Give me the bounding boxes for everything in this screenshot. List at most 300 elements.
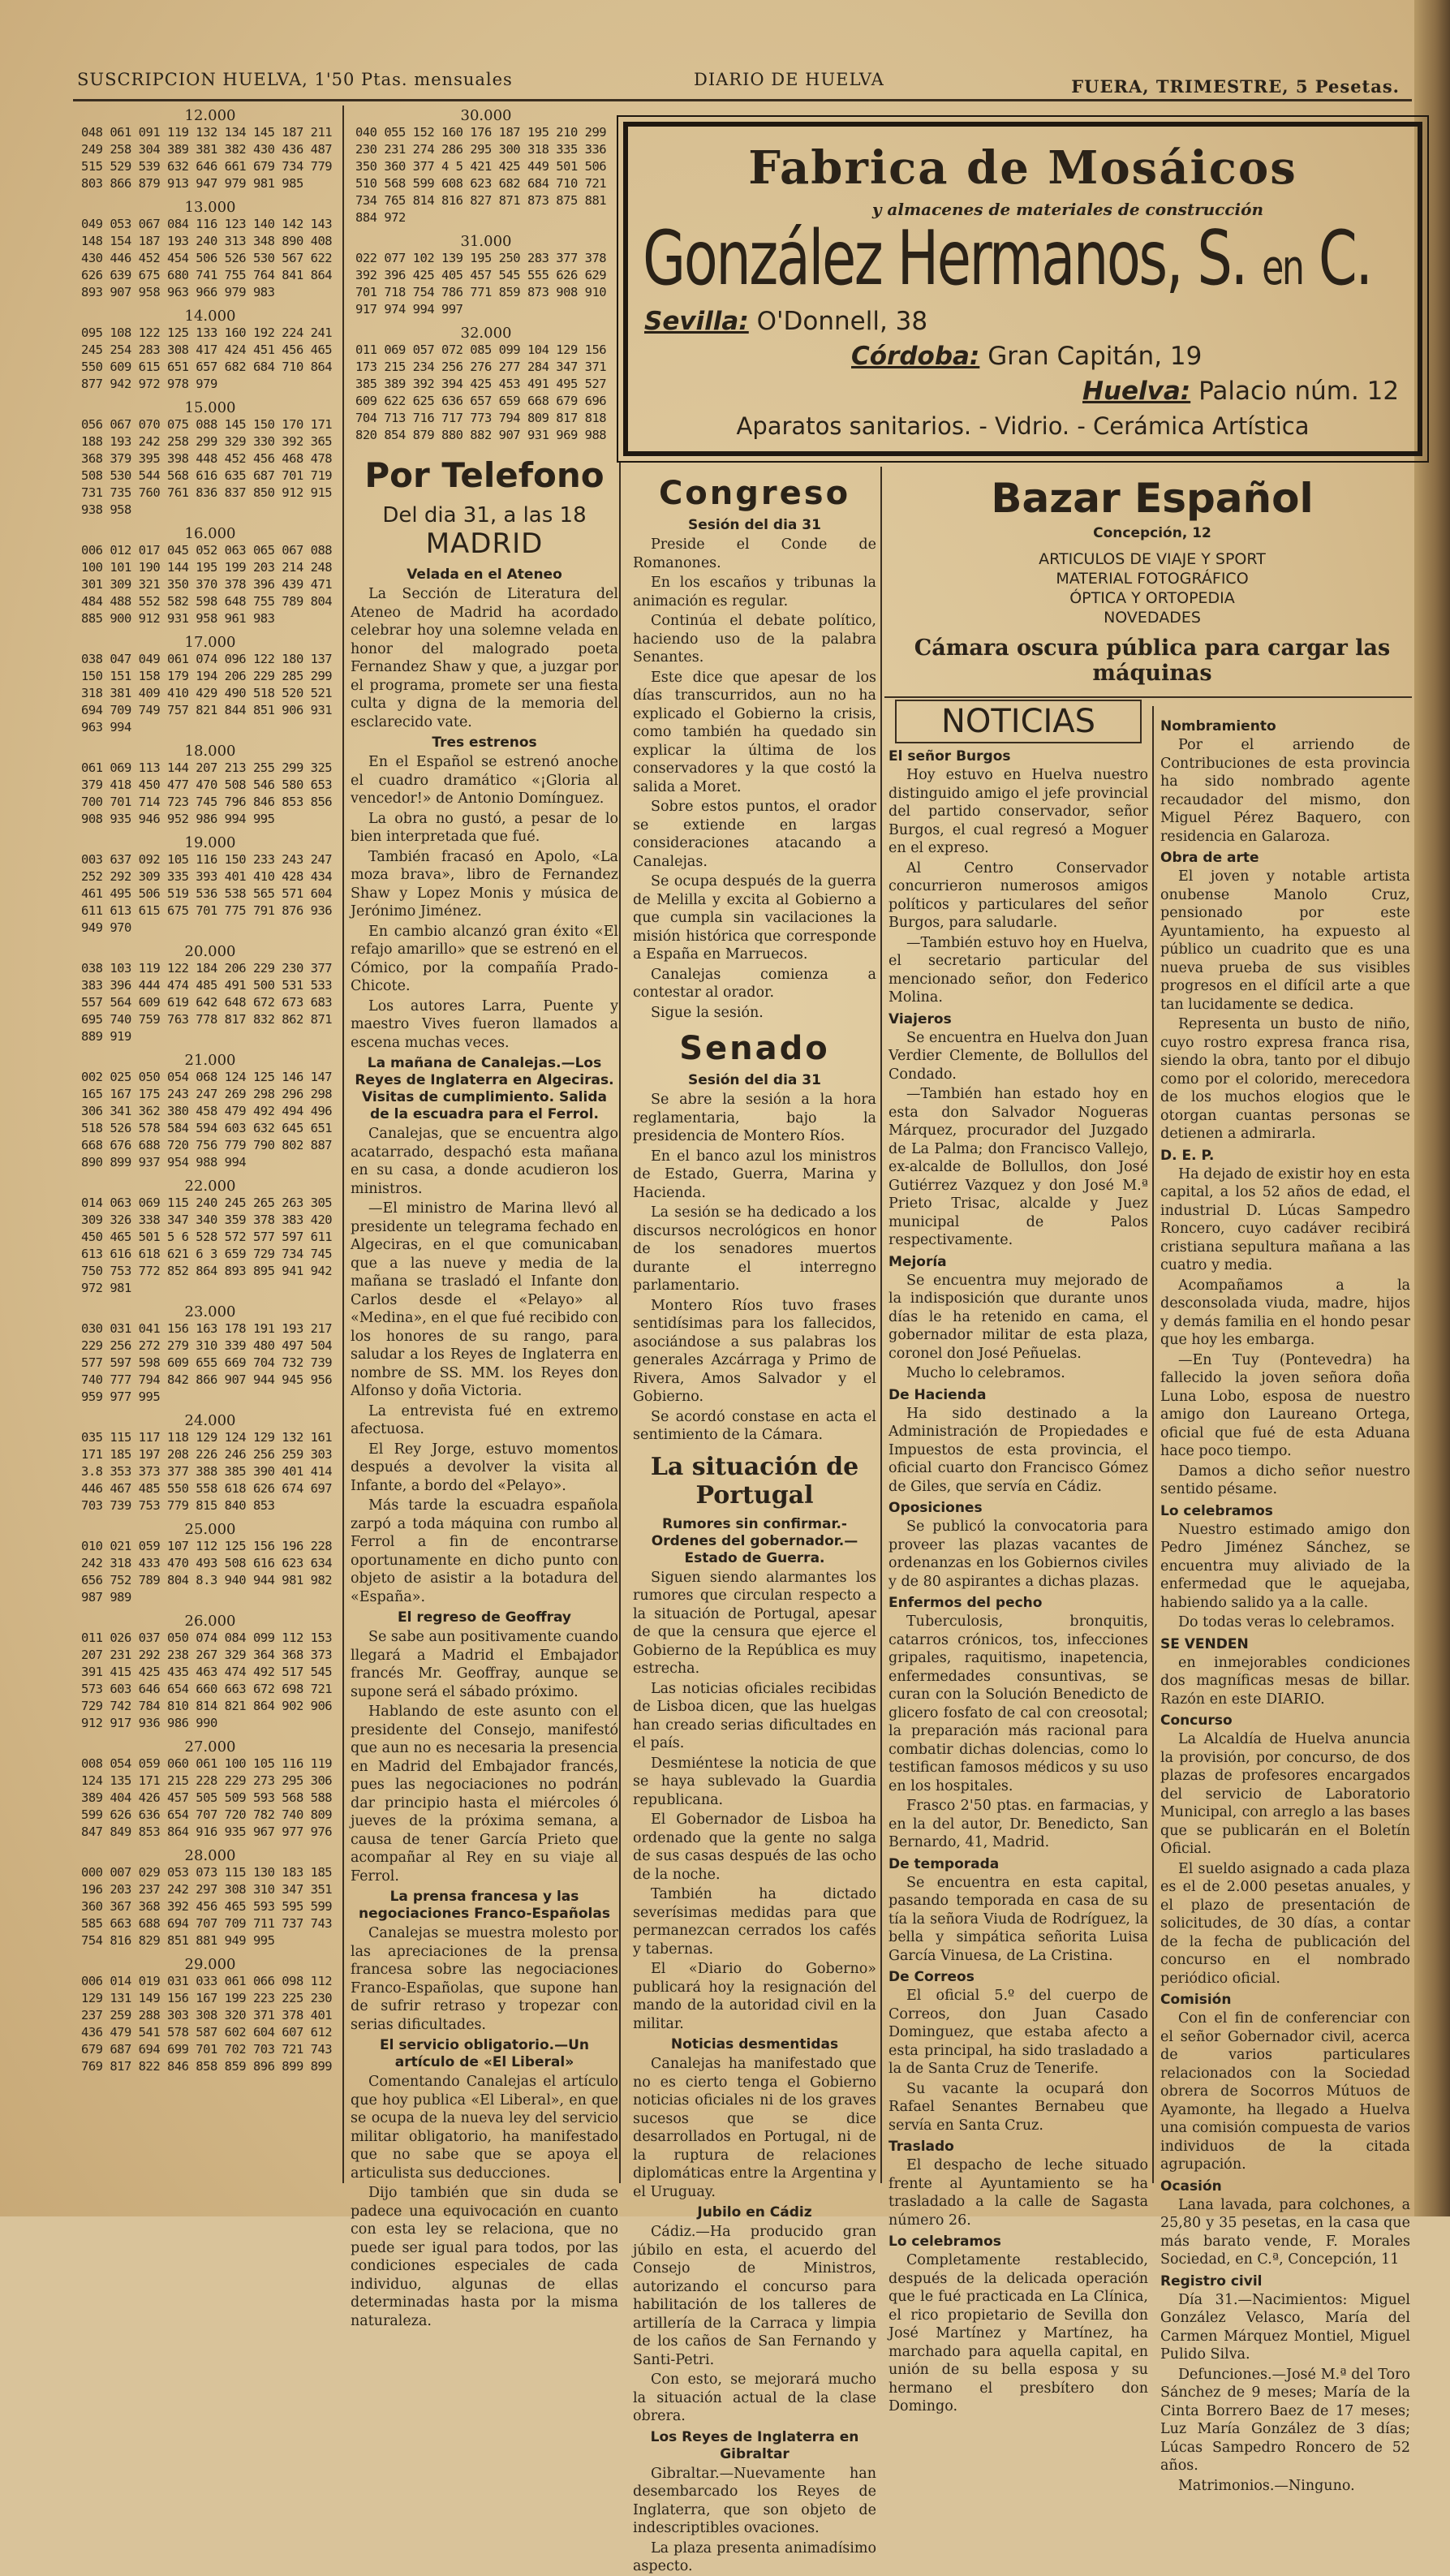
article-heading: De Correos (889, 1969, 975, 1985)
lottery-numbers (81, 542, 339, 627)
article-paragraph: El joven y notable artista onubense Manolo Cruz, pensionado por este Ayuntamiento, ha expuesto al público un cuadrito que es una nueva prueba de sus visibles progresos en el difícil arte a que tan lucidamente se dedica. (1160, 868, 1410, 1013)
column-rule (619, 463, 621, 2183)
lottery-numbers-line: 938 958 (81, 502, 131, 517)
lottery-numbers-line: 769 817 822 846 858 859 896 899 899 (81, 2059, 333, 2074)
lottery-block-heading: 29.000 (184, 1956, 236, 1973)
lottery-numbers-line: 611 613 615 675 701 775 791 876 936 (81, 903, 333, 918)
article-paragraph: El Gobernador de Lisboa ha ordenado que la gente no salga de sus casas después de las ocho de la noche. (633, 1811, 876, 1883)
article-heading: Nombramiento (1160, 718, 1276, 734)
lottery-numbers-line: 557 564 609 619 642 648 672 673 683 (81, 995, 333, 1010)
lottery-block (81, 107, 339, 192)
bazar-lines (889, 549, 1416, 627)
lottery-numbers-line: 000 007 029 053 073 115 130 183 185 (81, 1865, 333, 1880)
ad-addr-cordoba: Gran Capitán, 19 (987, 342, 1203, 371)
lottery-numbers-line: 959 977 995 (81, 1389, 161, 1404)
lottery-numbers-line: 908 935 946 952 986 994 995 (81, 812, 275, 826)
lottery-numbers-line: 391 415 425 435 463 474 492 517 545 (81, 1665, 333, 1679)
section-rule (884, 696, 1412, 698)
lottery-numbers-line: 006 014 019 031 033 061 066 098 112 (81, 1974, 333, 1988)
telegraph-date: Del dia 31, a las 18 (382, 503, 587, 528)
article-paragraph: Ha dejado de existir hoy en esta capital, a los 52 años de edad, el industrial D. Lúcas Sampedro Roncero, cuyo cadáver recibirá cristiana sepultura mañana a las cuatro y media. (1160, 1165, 1410, 1273)
lottery-numbers-line: 038 103 119 122 184 206 229 230 377 (81, 961, 333, 976)
lottery-numbers-line: 011 069 057 072 085 099 104 129 156 (355, 342, 607, 357)
lottery-numbers-line: 599 626 636 654 707 720 782 740 809 (81, 1807, 333, 1822)
article-heading: El señor Burgos (889, 748, 1011, 765)
article-heading: Lo celebramos (889, 2234, 1001, 2250)
lottery-block (81, 834, 339, 937)
lottery-block (81, 1956, 339, 2075)
telegraph-title: Por Telefono (364, 455, 605, 495)
lottery-numbers (355, 124, 617, 226)
lottery-numbers (81, 325, 339, 393)
article-heading: Viajeros (889, 1010, 952, 1027)
article-heading: De temporada (889, 1855, 1000, 1872)
article-paragraph: Por el arriendo de Contribuciones de esta provincia ha sido nombrado agente recaudador del mismo, don Miguel Pérez Baquero, con residencia en Galaroza. (1160, 737, 1410, 845)
lottery-numbers-line: 010 021 059 107 112 125 156 196 228 (81, 1539, 333, 1553)
congreso-session: Sesión del dia 31 (688, 517, 821, 533)
lottery-numbers-line: 754 816 829 851 881 949 995 (81, 1933, 275, 1948)
senado-title: Senado (679, 1030, 830, 1067)
lottery-numbers-line: 242 318 433 470 493 508 616 623 634 (81, 1556, 333, 1570)
lottery-numbers-line: 972 981 (81, 1281, 131, 1295)
article-paragraph: Este dice que apesar de los días transcurridos, aun no ha explicado el Gobierno la crisis, como también ha quedado sin explicar la última de los conservadores y la que costó la salida a Moret. (633, 669, 876, 795)
lottery-numbers-line: 508 530 544 568 616 635 687 701 719 (81, 468, 333, 483)
lottery-numbers-line: 609 622 625 636 657 659 668 679 696 (355, 394, 607, 408)
article-paragraph: La Sección de Literatura del Ateneo de Madrid ha acordado celebrar hoy una solemne velada en honor del malogrado poeta Fernandez Shaw y que, a juzgar por el programa, promete ser una fiesta culta y digna de la memoria del esclarecido vate. (351, 586, 618, 730)
ad-city-cordoba: Córdoba: (851, 342, 980, 371)
article-paragraph: Con el fin de conferenciar con el señor Gobernador civil, acerca de varios particulares relacionados con la Sociedad obrera de Socorros Mútuos de Ayamonte, ha llegado a Huelva una comisión compuesta de varios individuos de la citada agrupación. (1160, 2010, 1410, 2173)
article-paragraph: Damos a dicho señor nuestro sentido pésame. (1160, 1462, 1410, 1497)
bazar-line: ARTICULOS DE VIAJE Y SPORT (1039, 550, 1266, 568)
column-rule (1152, 706, 1154, 2183)
article-paragraph: Su vacante la ocupará don Rafael Senantes Bernabeu que servía en Santa Cruz. (889, 2080, 1148, 2134)
portugal-title: La situación de Portugal (650, 1452, 859, 1510)
article-paragraph: Defunciones.—José M.ª del Toro Sánchez de 9 meses; María de la Cinta Borrero Baez de 17 meses; Luz María González de 3 días; Lúcas Sampedro Roncero de 52 años. (1160, 2366, 1410, 2474)
article-heading: Comisión (1160, 1992, 1232, 2008)
article-heading: La prensa francesa y las negociaciones Franco-Españolas (359, 1889, 610, 1922)
article-heading: Noticias desmentidas (670, 2036, 839, 2053)
lottery-numbers-line: 150 151 158 179 194 206 229 285 299 (81, 669, 333, 683)
lottery-numbers-line: 884 972 (355, 210, 406, 225)
article-paragraph: Canalejas ha manifestado que no es cierto tenga el Gobierno noticias oficiales ni de los graves sucesos que se dice desarrollados en Portugal, ni de la ruptura de relaciones diplomáticas entre la Argentina y el Uruguay. (633, 2056, 876, 2200)
article-paragraph: Do todas veras lo celebramos. (1178, 1614, 1395, 1630)
lottery-numbers-line: 847 849 853 864 916 935 967 977 976 (81, 1824, 333, 1839)
lottery-numbers-line: 237 259 288 303 308 320 371 378 401 (81, 2008, 333, 2022)
article-heading: La mañana de Canalejas.—Los Reyes de Inglaterra en Algeciras. Visitas de cumplimiento. Salida de la escuadra para el Ferrol. (355, 1055, 614, 1122)
congreso-body (633, 536, 876, 1022)
telegraph-body (351, 566, 618, 2330)
lottery-block (81, 1412, 339, 1514)
lottery-block (81, 1738, 339, 1841)
lottery-numbers-line: 002 025 050 054 068 124 125 146 147 (81, 1070, 333, 1084)
lottery-numbers-line: 100 101 190 144 195 199 203 214 248 (81, 560, 333, 575)
lottery-numbers-line: 229 256 272 279 310 339 480 497 504 (81, 1338, 333, 1353)
lottery-numbers-line: 893 907 958 963 966 979 983 (81, 285, 275, 299)
lottery-block-heading: 23.000 (184, 1303, 236, 1320)
article-paragraph: Se abre la sesión a la hora reglamentaria, bajo la presidencia de Montero Ríos. (633, 1092, 876, 1144)
ad-city-huelva: Huelva: (1082, 377, 1191, 406)
ad-addr-sevilla: O'Donnell, 38 (756, 307, 928, 336)
lottery-block (81, 1052, 339, 1171)
lottery-block (355, 233, 617, 318)
lottery-block-heading: 14.000 (184, 308, 236, 325)
article-heading: Traslado (889, 2139, 954, 2155)
lottery-numbers (81, 1320, 339, 1406)
article-heading: Rumores sin confirmar.-Ordenes del gobernador.— Estado de Guerra. (651, 1515, 858, 1566)
article-paragraph: —También han estado hoy en esta don Salvador Nogueras Márquez, procurador del Juzgado de La Palma; don Francisco Vallejo, ex-alcalde de Bollullos, don José Gutiérrez Vazquez y don José M.ª Prieto Trisac, alcalde y Juez municipal de Palos respectivamente. (889, 1086, 1148, 1248)
lottery-numbers-line: 656 752 789 804 8.3 940 944 981 982 (81, 1573, 333, 1587)
lottery-numbers-line: 734 765 814 816 827 871 873 875 881 (355, 193, 607, 208)
gonzalez-hermanos-ad (623, 122, 1422, 456)
ad-subheadline: y almacenes de materiales de construcción (871, 200, 1263, 219)
lottery-block-heading: 15.000 (184, 399, 236, 416)
lottery-numbers-line: 048 061 091 119 132 134 145 187 211 (81, 125, 333, 140)
lottery-numbers-line: 309 326 338 347 340 359 378 383 420 (81, 1213, 333, 1227)
article-paragraph: Se encuentra en esta capital, pasando temporada en casa de su tía la señora Viuda de Rodríguez, la bella y simpática señorita Luisa García Vinuesa, de La Cristina. (889, 1874, 1148, 1964)
article-paragraph: Canalejas, que se encuentra algo acatarrado, despachó esta mañana en su casa, a donde acudieron los ministros. (351, 1126, 618, 1197)
article-heading: Velada en el Ateneo (407, 566, 562, 583)
article-paragraph: El sueldo asignado a cada plaza es el de 2.000 pesetas anuales, y el plazo de presentación de solicitudes, de 30 días, a contar de la fecha de publicación del concurso en el nombrado periódico oficial. (1160, 1860, 1410, 1987)
lottery-numbers-line: 701 718 754 786 771 859 873 908 910 (355, 285, 607, 299)
article-paragraph: El oficial 5.º del cuerpo de Correos, don Juan Casado Dominguez, que estaba afecto a esta principal, ha sido trasladado a la de Santa Cruz de Tenerife. (889, 1988, 1148, 2077)
article-paragraph: Cádiz.—Ha producido gran júbilo en esta, el acuerdo del Consejo de Ministros, autorizando el concurso para habilitación de los talleres de artillería de la Carraca y limpia de los caños de San Fernando y Santi-Petri. (633, 2224, 876, 2368)
lottery-numbers-line: 436 479 541 578 587 602 604 607 612 (81, 2025, 333, 2040)
lottery-numbers-line: 731 735 760 761 836 837 850 912 915 (81, 485, 333, 500)
congreso-title: Congreso (658, 475, 851, 512)
article-heading: De Hacienda (889, 1386, 987, 1403)
telegraph-city: MADRID (425, 528, 544, 560)
lottery-numbers (355, 342, 617, 444)
lottery-block-heading: 26.000 (184, 1613, 236, 1630)
senado-session: Sesión del dia 31 (688, 1072, 821, 1088)
lottery-numbers-line: 360 367 368 392 456 465 593 595 599 (81, 1899, 333, 1914)
bazar-address: Concepción, 12 (1093, 525, 1211, 541)
parliament-column (633, 475, 876, 2574)
article-paragraph: —También estuvo hoy en Huelva, el secretario particular del mencionado señor, don Federico Molina. (889, 934, 1148, 1006)
lottery-numbers (81, 1195, 339, 1297)
lottery-numbers-line: 820 854 879 880 882 907 931 969 988 (355, 428, 607, 442)
article-paragraph: Sigue la sesión. (651, 1004, 764, 1021)
article-paragraph: Siguen siendo alarmantes los rumores que circulan respecto a la situación de Portugal, apesar de que la censura que ejerce el Gobierno de la República es muy estrecha. (633, 1569, 876, 1677)
lottery-numbers-line: 740 777 794 842 866 907 944 945 956 (81, 1372, 333, 1387)
article-heading: Los Reyes de Inglaterra en Gibraltar (650, 2428, 859, 2462)
lottery-numbers (81, 1429, 339, 1514)
lottery-numbers-line: 095 108 122 125 133 160 192 224 241 (81, 325, 333, 340)
article-paragraph: La obra no gustó, a pesar de lo bien interpretada que fué. (351, 810, 618, 845)
ad-city-sevilla: Sevilla: (644, 307, 749, 336)
lottery-numbers-line: 392 396 425 405 457 545 555 626 629 (355, 268, 607, 282)
article-paragraph: Desmiéntese la noticia de que se haya sublevado la Guardia republicana. (633, 1755, 876, 1808)
ad-products: Aparatos sanitarios. - Vidrio. - Cerámica Artística (736, 412, 1310, 440)
article-heading: Registro civil (1160, 2272, 1263, 2290)
lottery-numbers-line: 318 381 409 410 429 490 518 520 521 (81, 686, 333, 700)
lottery-numbers-line: 446 467 485 550 558 618 626 674 697 (81, 1481, 333, 1496)
article-paragraph: La entrevista fué en extremo afectuosa. (351, 1402, 618, 1437)
lottery-numbers-line: 515 529 539 632 646 661 679 734 779 (81, 159, 333, 174)
noticias-column (889, 700, 1148, 2414)
lottery-numbers (81, 1973, 339, 2075)
lottery-numbers-line: 148 154 187 193 240 313 348 890 408 (81, 234, 333, 248)
article-paragraph: Lana lavada, para colchones, a 25,80 y 35 pesetas, en la casa que más barato vende, F. Morales Sociedad, en C.ª, Concepción, 11 (1160, 2196, 1410, 2268)
lottery-numbers (81, 1069, 339, 1171)
article-paragraph: Las noticias oficiales recibidas de Lisboa dicen, que las huelgas han creado serias dificultades en el país. (633, 1680, 876, 1751)
local-news-column (1160, 714, 1410, 2494)
article-heading: Tres estrenos (432, 734, 537, 751)
article-paragraph: Continúa el debate político, haciendo uso de la palabra Senantes. (633, 613, 876, 666)
lottery-numbers-line: 008 054 059 060 061 100 105 116 119 (81, 1756, 333, 1771)
article-paragraph: Hablando de este asunto con el presidente del Consejo, manifestó que aun no es necesaria la presencia en Madrid del Embajador francés, pues las negociaciones no podrán dar principio hasta el miércoles ó jueves de la próxima semana, a causa de tener García Prieto que acompañar al Rey en su viaje al Ferrol. (351, 1704, 618, 1885)
ad-company-en: en (1262, 239, 1303, 296)
lottery-block-heading: 16.000 (184, 525, 236, 542)
bazar-title: Bazar Español (991, 475, 1314, 522)
lottery-block-heading: 18.000 (184, 743, 236, 760)
lottery-numbers-line: 613 616 618 621 6 3 659 729 734 745 (81, 1247, 333, 1261)
lottery-column-continued (355, 106, 617, 446)
lottery-numbers-line: 803 866 879 913 947 979 981 985 (81, 176, 303, 191)
lottery-numbers-line: 040 055 152 160 176 187 195 210 299 (355, 125, 607, 140)
article-paragraph: Frasco 2'50 ptas. en farmacias, y en la del autor, Dr. Benedicto, San Bernardo, 41, Madrid. (889, 1798, 1148, 1850)
article-paragraph: Hoy estuvo en Huelva nuestro distinguido amigo el jefe provincial del partido conservador, señor Burgos, el cual regresó a Moguer en el expreso. (889, 767, 1148, 856)
lottery-block-heading: 19.000 (184, 834, 236, 851)
article-paragraph: Dijo también que sin duda se padece una equivocación en cuanto con esta ley se relaciona, que no puede ser igual para todos, por las condiciones especiales de cada individuo, algunas de ellas determinadas hasta por la misma naturaleza. (351, 2185, 618, 2329)
lottery-block-heading: 30.000 (460, 107, 512, 124)
lottery-numbers-line: 704 713 716 717 773 794 809 817 818 (355, 411, 607, 425)
lottery-numbers-line: 877 942 972 978 979 (81, 377, 217, 391)
lottery-numbers-line: 484 488 552 582 598 648 755 789 804 (81, 594, 333, 609)
lottery-numbers (81, 1864, 339, 1949)
lottery-numbers-line: 011 026 037 050 074 084 099 112 153 (81, 1630, 333, 1645)
lottery-block-heading: 17.000 (184, 634, 236, 651)
lottery-numbers-line: 030 031 041 156 163 178 191 193 217 (81, 1321, 333, 1336)
lottery-numbers-line: 245 254 283 308 417 424 451 456 465 (81, 342, 333, 357)
lottery-numbers-line: 188 193 242 258 299 329 330 392 365 (81, 434, 333, 449)
lottery-block-heading: 28.000 (184, 1847, 236, 1864)
lottery-numbers-line: 750 753 772 852 864 893 895 941 942 (81, 1264, 333, 1278)
article-paragraph: La sesión se ha dedicado a los discursos necrológicos en honor de los senadores muertos durante el interregno parlamentario. (633, 1204, 876, 1294)
lottery-numbers-line: 252 292 309 335 393 401 410 428 434 (81, 869, 333, 884)
telegraph-column (351, 450, 618, 2329)
lottery-block (81, 199, 339, 301)
lottery-numbers (81, 651, 339, 736)
lottery-numbers-line: 573 603 646 654 660 663 672 698 721 (81, 1682, 333, 1696)
noticias-title: NOTICIAS (895, 700, 1142, 743)
lottery-numbers-line: 700 701 714 723 745 796 846 853 856 (81, 795, 333, 809)
article-paragraph: En los escaños y tribunas la animación es regular. (633, 575, 876, 610)
subscription-local: SUSCRIPCION HUELVA, 1'50 Ptas. mensuales (77, 70, 513, 89)
lottery-numbers-line: 695 740 759 763 778 817 832 862 871 (81, 1012, 333, 1027)
article-paragraph: Tuberculosis, bronquitis, catarros crónicos, tos, infecciones gripales, raquitismo, inapetencia, enfermedades consuntivas, se curan con la Solución Benedicto de glicero fosfato de cal con creosotal; la preparación más racional para combatir dichas dolencias, como lo testifican famosos médicos y su uso en los hospitales. (889, 1613, 1148, 1794)
article-paragraph: Se encuentra muy mejorado de la indisposición que durante unos días le ha retenido en cama, el gobernador militar de esta plaza, coronel don José Peñuelas. (889, 1272, 1148, 1362)
lottery-numbers (81, 1755, 339, 1841)
lottery-block (355, 325, 617, 444)
lottery-numbers-line: 518 526 578 584 594 603 632 645 651 (81, 1121, 333, 1135)
article-paragraph: Los autores Larra, Puente y maestro Vives fueron llamados a escena muchas veces. (351, 997, 618, 1051)
lottery-numbers-line: 917 974 994 997 (355, 302, 463, 317)
lottery-numbers-line: 963 994 (81, 720, 131, 734)
lottery-numbers-line: 379 418 450 477 470 508 546 580 653 (81, 778, 333, 792)
article-paragraph: El Rey Jorge, estuvo momentos después a devolver la visita al Infante, a bordo del «Pelayo». (351, 1441, 618, 1494)
column-rule (342, 106, 344, 2183)
article-paragraph: Acompañamos a la desconsolada viuda, madre, hijos y demás familia en el hondo pesar que hoy les embarga. (1160, 1277, 1410, 1348)
article-paragraph: Gibraltar.—Nuevamente han desembarcado los Reyes de Inglaterra, que son objeto de indescriptibles ovaciones. (633, 2465, 876, 2536)
article-paragraph: —El ministro de Marina llevó al presidente un telegrama fechado en Algeciras, en el que comunicaban que a las nueve y media de la mañana se trasladó el Infante don Carlos desde el «Pelayo» al «Medina», en el que fué recibido con los honores de su rango, para saludar a los Reyes de Inglaterra en nombre de SS. MM. los Reyes don Alfonso y doña Victoria. (351, 1200, 618, 1399)
lottery-numbers-line: 038 047 049 061 074 096 122 180 137 (81, 652, 333, 666)
article-paragraph: También ha dictado severísimas medidas para que permanezcan cerrados los cafés y tabernas. (633, 1886, 876, 1958)
article-paragraph: —En Tuy (Pontevedra) ha fallecido la joven señora doña Luna Lobo, esposa de nuestro amigo don Laureano Ortega, oficial que fué de esta Aduana hace poco tiempo. (1160, 1351, 1410, 1459)
lottery-numbers-line: 230 231 274 286 295 300 318 335 336 (355, 142, 607, 157)
article-paragraph: en inmejorables condiciones dos magníficas mesas de billar. Razón en este DIARIO. (1160, 1654, 1410, 1708)
senado-body (633, 1091, 876, 1445)
lottery-numbers-line: 173 215 234 256 276 277 284 347 371 (355, 360, 607, 374)
lottery-numbers-line: 949 970 (81, 920, 131, 935)
article-paragraph: Canalejas se muestra molesto por las apreciaciones de la prensa francesa sobre las negociaciones Franco-Españolas, que supone han de sufrir retraso y tropezar con serias dificultades. (351, 1925, 618, 2033)
lottery-numbers-line: 577 597 598 609 655 669 704 732 739 (81, 1355, 333, 1370)
article-heading: Enfermos del pecho (889, 1595, 1043, 1611)
lottery-numbers (81, 124, 339, 192)
lottery-numbers-line: 196 203 237 242 297 308 310 347 351 (81, 1882, 333, 1897)
article-heading: Oposiciones (889, 1500, 983, 1516)
article-heading: SE VENDEN (1160, 1635, 1249, 1652)
lottery-numbers-line: 022 077 102 139 195 250 283 377 378 (355, 251, 607, 265)
newspaper-title: DIARIO DE HUELVA (694, 70, 884, 89)
ad-addr-huelva: Palacio núm. 12 (1198, 377, 1400, 406)
article-paragraph: Más tarde la escuadra española zarpó a toda máquina con rumbo al Ferrol a fin de encontrarse oportunamente en dicho punto con objeto de asistir a la botadura del «España». (351, 1497, 618, 1605)
article-paragraph: Mucho lo celebramos. (906, 1365, 1065, 1381)
article-paragraph: Día 31.—Nacimientos: Miguel González Velasco, María del Carmen Márquez Montiel, Miguel Pulido Silva. (1160, 2291, 1410, 2363)
lottery-block (81, 525, 339, 627)
lottery-numbers (81, 1630, 339, 1732)
bazar-espanol-ad (889, 475, 1416, 702)
lottery-numbers-line: 207 231 292 238 267 329 364 368 373 (81, 1648, 333, 1662)
lottery-numbers-line: 350 360 377 4 5 421 425 449 501 506 (355, 159, 607, 174)
lottery-numbers-line: 890 899 937 954 988 994 (81, 1155, 247, 1170)
lottery-numbers-line: 889 919 (81, 1029, 131, 1044)
lottery-numbers-line: 626 639 675 680 741 755 764 841 864 (81, 268, 333, 282)
lottery-block-heading: 32.000 (460, 325, 512, 342)
bazar-line: MATERIAL FOTOGRÁFICO (1056, 570, 1249, 588)
lottery-numbers-line: 383 396 444 474 485 491 500 531 533 (81, 978, 333, 993)
lottery-numbers (81, 960, 339, 1045)
lottery-numbers-line: 306 341 362 380 458 479 492 494 496 (81, 1104, 333, 1118)
article-heading: Lo celebramos (1160, 1502, 1273, 1519)
article-paragraph: El «Diario do Goberno» publicará hoy la resignación del mando de la autoridad civil en la militar. (633, 1961, 876, 2032)
article-paragraph: Se sabe aun positivamente cuando llegará a Madrid el Embajador francés Mr. Geoffray, aunque se supone será el sábado próximo. (351, 1629, 618, 1700)
lottery-block (81, 1303, 339, 1406)
article-paragraph: Nuestro estimado amigo don Pedro Jiménez Sánchez, se encuentra muy aliviado de la enfermedad que le aquejaba, habiendo salido ya a la calle. (1160, 1521, 1410, 1611)
article-paragraph: Canalejas comienza a contestar al orador. (633, 966, 876, 1001)
article-paragraph: El despacho de leche situado frente al Ayuntamiento se ha trasladado a la calle de Sagasta número 26. (889, 2157, 1148, 2229)
article-paragraph: Se ocupa después de la guerra de Melilla y excita al Gobierno a que cumpla sin vacilaciones la misión histórica que corresponde a España en Marruecos. (633, 873, 876, 963)
article-paragraph: Comentando Canalejas el artículo que hoy publica «El Liberal», en que se ocupa de la nueva ley del servicio militar obligatorio, ha manifestado que no sabe que se apoya el articulista sus deducciones. (351, 2074, 618, 2182)
lottery-block (81, 1613, 339, 1732)
lottery-numbers-line: 694 709 749 757 821 844 851 906 931 (81, 703, 333, 717)
lottery-numbers-line: 461 495 506 519 536 538 565 571 604 (81, 886, 333, 901)
article-paragraph: En cambio alcanzó gran éxito «El refajo amarillo» que se estrenó en el Cómico, por la compañía Prado-Chicote. (351, 923, 618, 994)
lottery-block-heading: 13.000 (184, 199, 236, 216)
article-heading: El servicio obligatorio.—Un artículo de «El Liberal» (379, 2037, 589, 2070)
article-paragraph: Preside el Conde de Romanones. (633, 536, 876, 571)
lottery-numbers-line: 129 131 149 156 167 199 223 225 230 (81, 1991, 333, 2005)
lottery-numbers-line: 450 465 501 5 6 528 572 577 597 611 (81, 1230, 333, 1244)
lottery-numbers-line: 668 676 688 720 756 779 790 802 887 (81, 1138, 333, 1152)
lottery-block-heading: 27.000 (184, 1738, 236, 1755)
lottery-numbers-line: 014 063 069 115 240 245 265 263 305 (81, 1195, 333, 1210)
article-paragraph: La plaza presenta animadísimo aspecto. (633, 2539, 876, 2574)
local-news-body (1160, 718, 1410, 2495)
bazar-line: ÓPTICA Y ORTOPEDIA (1069, 589, 1235, 607)
lottery-numbers-line: 987 989 (81, 1590, 131, 1605)
bazar-camera: Cámara oscura pública para cargar las máquinas (914, 635, 1391, 686)
article-heading: Concurso (1160, 1712, 1233, 1729)
article-paragraph: En el banco azul los ministros de Estado, Guerra, Marina y Hacienda. (633, 1148, 876, 1201)
article-paragraph: También fracasó en Apolo, «La moza brava», libro de Fernandez Shaw y Lopez Monis y música de Jerónimo Jiménez. (351, 848, 618, 920)
lottery-numbers-line: 912 917 936 986 990 (81, 1716, 217, 1730)
ad-company-c: C. (1318, 214, 1371, 302)
lottery-numbers-line: 061 069 113 144 207 213 255 299 325 (81, 760, 333, 775)
article-paragraph: Con esto, se mejorará mucho la situación actual de la clase obrera. (633, 2371, 876, 2424)
article-paragraph: Se acordó constase en acta el sentimiento de la Cámara. (633, 1408, 876, 1443)
ad-company (643, 214, 1371, 302)
lottery-block (81, 1521, 339, 1606)
article-paragraph: Ha sido destinado a la Administración de Propiedades e Impuestos de esta provincia, el oficial cuarto don Francisco Gómez de Giles, que servía en Cádiz. (889, 1405, 1148, 1495)
masthead (77, 65, 1408, 97)
article-heading: Mejoría (889, 1253, 947, 1270)
lottery-numbers-line: 003 637 092 105 116 150 233 243 247 (81, 852, 333, 867)
lottery-numbers-line: 171 185 197 208 226 246 256 259 303 (81, 1447, 333, 1462)
lottery-numbers (81, 216, 339, 301)
lottery-numbers-line: 430 446 452 454 506 526 530 567 622 (81, 251, 333, 265)
lottery-block (81, 308, 339, 393)
lottery-block-heading: 20.000 (184, 943, 236, 960)
lottery-numbers (355, 250, 617, 318)
lottery-block (355, 107, 617, 226)
article-paragraph: Sobre estos puntos, el orador se extiende en largas consideraciones atacando a Canalejas. (633, 799, 876, 870)
lottery-numbers-line: 056 067 070 075 088 145 150 170 171 (81, 417, 333, 432)
lottery-numbers-line: 035 115 117 118 129 124 129 132 161 (81, 1430, 333, 1445)
article-heading: Obra de arte (1160, 850, 1259, 866)
lottery-block-heading: 24.000 (184, 1412, 236, 1429)
lottery-block-heading: 25.000 (184, 1521, 236, 1538)
lottery-block (81, 634, 339, 736)
lottery-block (81, 1847, 339, 1949)
bazar-line: NOVEDADES (1104, 609, 1201, 627)
lottery-numbers-line: 049 053 067 084 116 123 140 142 143 (81, 217, 333, 231)
lottery-block (81, 943, 339, 1045)
lottery-numbers-line: 585 663 688 694 707 709 711 737 743 (81, 1916, 333, 1931)
subscription-outside: FUERA, TRIMESTRE, 5 Pesetas. (1071, 76, 1400, 97)
lottery-numbers-line: 385 389 392 394 425 453 491 495 527 (355, 377, 607, 391)
lottery-numbers (81, 416, 339, 519)
lottery-block-heading: 31.000 (460, 233, 512, 250)
lottery-block-heading: 22.000 (184, 1178, 236, 1195)
lottery-block (81, 399, 339, 519)
lottery-numbers (81, 1538, 339, 1606)
header-rule (73, 99, 1412, 101)
lottery-numbers-line: 301 309 321 350 370 378 396 439 471 (81, 577, 333, 592)
ad-company-name: González Hermanos, S. (643, 214, 1246, 302)
ad-cordoba (851, 342, 1202, 371)
article-paragraph: Se encuentra en Huelva don Juan Verdier Clemente, de Bollullos del Condado. (889, 1029, 1148, 1083)
article-heading: D. E. P. (1160, 1147, 1215, 1164)
lottery-numbers-line: 368 379 395 398 448 452 456 468 478 (81, 451, 333, 466)
article-paragraph: Matrimonios.—Ninguno. (1178, 2477, 1355, 2494)
article-paragraph: Se publicó la convocatoria para proveer las plazas vacantes de ordenanzas en los Gobiernos civiles y de 80 aspirantes a dichas plazas. (889, 1518, 1148, 1590)
lottery-numbers-line: 729 742 784 810 814 821 864 902 906 (81, 1699, 333, 1713)
lottery-numbers-line: 389 404 426 457 505 509 593 568 588 (81, 1790, 333, 1805)
lottery-numbers-line: 885 900 912 931 958 961 983 (81, 611, 275, 626)
lottery-numbers (81, 760, 339, 828)
lottery-numbers-line: 703 739 753 779 815 840 853 (81, 1498, 275, 1513)
